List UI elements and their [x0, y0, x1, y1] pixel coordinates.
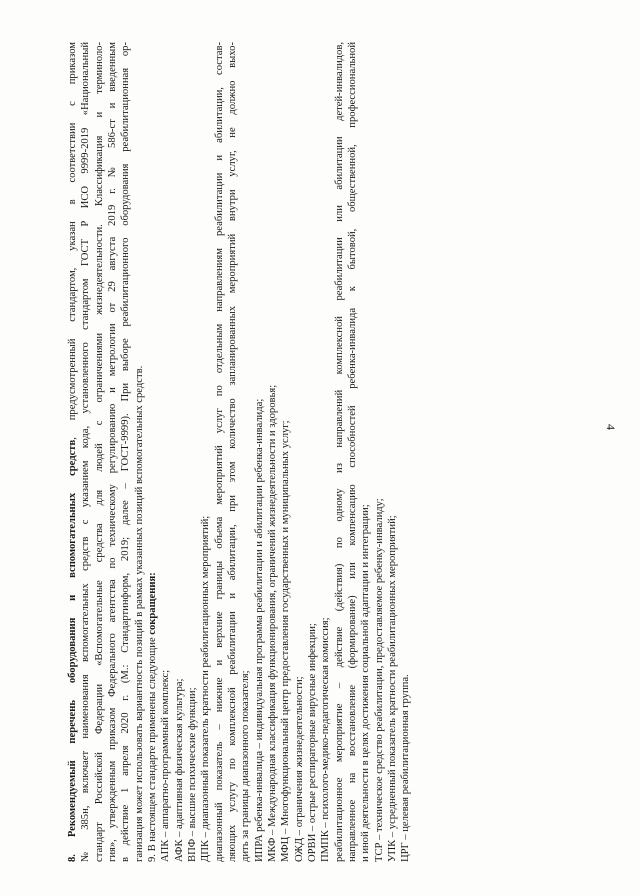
abbreviation-item: МКФ – Международная классификация функционирования, ограничений жизнедеятельности и здоровья;: [266, 384, 278, 862]
section8-line: гия», утвержденным приказом Федерального агентства по техническому регулированию и метрологии от 29 августа 2019 г. № 586-ст и введенным: [106, 42, 118, 862]
section8-line: стандарт Российской Федерации «Вспомогательные средства для людей с ограничениями жизнедеятельности. Классификация и терминоло-: [93, 42, 105, 862]
abbreviation-item: реабилитационное мероприятие – действие (действия) по одному из направлений комплексной реабилитации или абилитации детей-инвалидов,: [333, 42, 345, 862]
section8-line: , предусмотренный стандартом, указан в соответствии с приказом: [67, 42, 78, 440]
abbreviation-item: ДПК – диапазонный показатель кратности реабилитационных мероприятий;: [200, 515, 212, 862]
section9-intro-bold: сокращения:: [146, 572, 158, 635]
section8-line: ганизация может использовать вариантность позиций в рамках указанных позиций вспомогательных средств.: [133, 365, 145, 862]
abbreviation-item: ОЖД – ограничения жизнедеятельности;: [293, 676, 305, 862]
section8-heading: Рекомендуемый перечень оборудования и вспомогательных средств: [67, 439, 78, 838]
abbreviation-item: ЦРГ – целевая реабилитационная группа.: [400, 674, 412, 862]
abbreviation-item-continued: направленное на восстановление (формирование) или компенсацию способностей ребенка-инвалида к бытовой, общественной, профессиональной: [346, 42, 358, 862]
abbreviation-item: АФК – адаптивная физическая культура;: [173, 678, 185, 862]
section9-intro: [146, 42, 159, 862]
abbreviation-item-continued: ляющих услугу по комплексной реабилитации и абилитации, при этом количество запланированных мероприятий внутри услуг, не должно выхо-: [226, 42, 238, 862]
section8-line: № 385н, включает наименования вспомогательных средств с указанием кода, установленного стандартом ГОСТ Р ИСО 9999-2019 «Национальный: [80, 42, 92, 862]
abbreviation-item: ТСР – техническое средство реабилитации, предоставляемое ребенку-инвалиду;: [373, 498, 385, 862]
section8-first-line: [66, 42, 79, 862]
abbreviation-item-continued: и иной деятельности в целях достижения социальной адаптации и интеграции;: [360, 504, 372, 862]
section8-number: 8.: [67, 854, 78, 862]
abbreviation-item: АПК – аппаратно-программный комплекс;: [160, 669, 172, 862]
abbreviation-item: ОРВИ – острые респираторные вирусные инфекции;: [306, 623, 318, 862]
abbreviation-item: ИПРА ребенка-инвалида – индивидуальная программа реабилитации и абилитации ребенка-инвалида;: [253, 398, 265, 862]
abbreviation-item: диапазонный показатель – нижние и верхние границы объема мероприятий услуг по отдельным направлениям реабилитации и абилитации, состав-: [213, 42, 225, 862]
rotated-text-block: [66, 42, 411, 862]
abbreviation-item-continued: дить за границы диапазонного показателя;: [240, 670, 252, 862]
page-number: 4: [604, 424, 618, 430]
section8-line: в действие 1 апреля 2020 г. (М.: Стандартинформ, 2019; далее – ГОСТ-9999). При выборе реабилитационного оборудования реабилитационная ор-: [120, 42, 132, 862]
abbreviation-item: ПМПК – психолого-медико-педагогическая комиссия;: [320, 617, 332, 862]
abbreviation-item: ВПФ – высшие психические функции;: [186, 687, 198, 862]
abbreviation-item: МФЦ – Многофункциональный центр предоставления государственных и муниципальных услуг;: [280, 420, 292, 862]
abbreviation-item: УПК – усредненный показатель кратности реабилитационных мероприятий;: [386, 515, 398, 862]
section9-intro-text: 9. В настоящем стандарте применены следующие: [146, 634, 158, 862]
